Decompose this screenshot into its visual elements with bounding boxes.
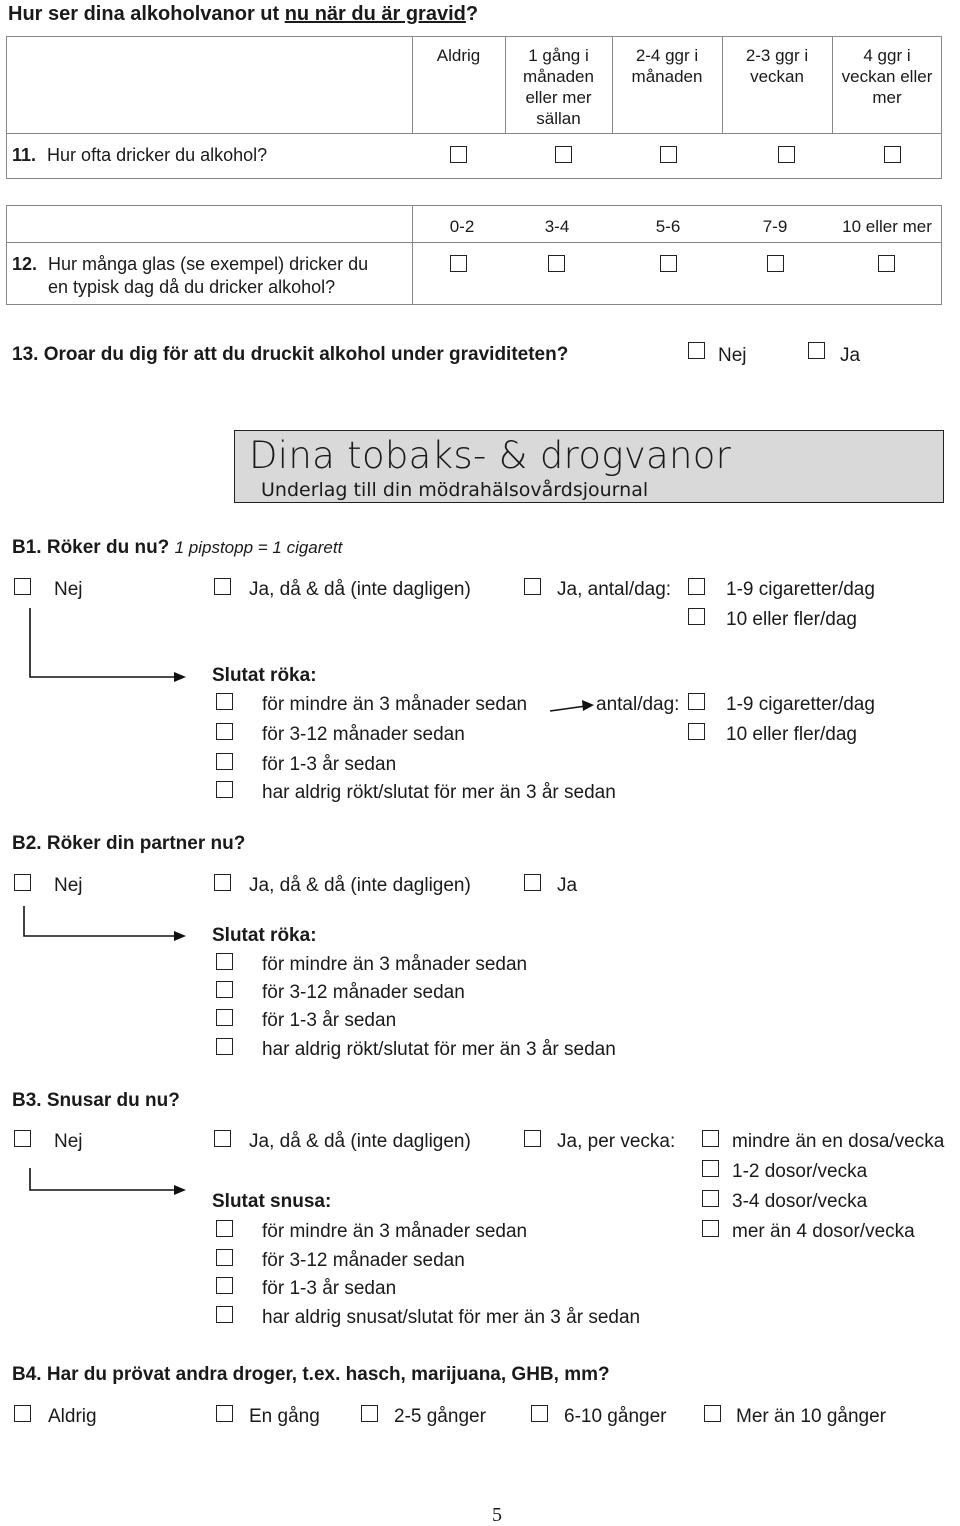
b2-label-quit-4: har aldrig rökt/slutat för mer än 3 år sedan — [262, 1039, 616, 1060]
b2-checkbox-quit-4[interactable] — [216, 1038, 233, 1055]
section-banner-subtitle: Underlag till din mödrahälsovårdsjournal — [261, 479, 649, 501]
q12-question-line1: Hur många glas (se exempel) dricker du — [48, 254, 369, 274]
b4-label-once: En gång — [249, 1406, 320, 1427]
b4-label-2-5: 2-5 gånger — [394, 1406, 486, 1427]
b2-label-quit-1: för mindre än 3 månader sedan — [262, 954, 528, 975]
q11-checkbox-2-3-per-week[interactable] — [778, 146, 795, 163]
b1-quit-title: Slutat röka: — [212, 665, 317, 686]
q12-col-header: 5-6 — [655, 217, 681, 236]
b3-label-quit-3: för 1-3 år sedan — [262, 1278, 397, 1299]
section-banner-title: Dina tobaks- & drogvanor — [249, 434, 732, 477]
b1-label-no: Nej — [54, 579, 83, 600]
q12-checkbox-5-6[interactable] — [660, 255, 677, 272]
b2-label-quit-3: för 1-3 år sedan — [262, 1010, 397, 1031]
b1-title: B1. Röker du nu? — [12, 537, 170, 558]
q12-question-line2: en typisk dag då du dricker alkohol? — [48, 277, 336, 297]
page-number: 5 — [492, 1504, 502, 1526]
b1-quit-arrow-line — [550, 706, 586, 711]
b1-label-1-9: 1-9 cigaretter/dag — [726, 579, 875, 600]
b2-quit-title: Slutat röka: — [212, 925, 317, 946]
b3-quit-title: Slutat snusa: — [212, 1191, 332, 1212]
b2-label-sometimes: Ja, då & då (inte dagligen) — [249, 875, 471, 896]
b2-checkbox-quit-3[interactable] — [216, 1009, 233, 1026]
b3-arrow-head — [174, 1185, 186, 1195]
b1-checkbox-quit-4[interactable] — [216, 781, 233, 798]
b3-checkbox-quit-2[interactable] — [216, 1249, 233, 1266]
b2-label-quit-2: för 3-12 månader sedan — [262, 982, 465, 1003]
q12-col-header: 0-2 — [449, 217, 475, 236]
b3-checkbox-week-3[interactable] — [702, 1190, 719, 1207]
b1-label-quit-3: för 1-3 år sedan — [262, 754, 397, 775]
b1-checkbox-quit-10-plus[interactable] — [688, 723, 705, 740]
b1-arrow-head — [174, 672, 186, 682]
q11-checkbox-aldrig[interactable] — [450, 146, 467, 163]
b1-checkbox-1-9[interactable] — [688, 578, 705, 595]
b3-checkbox-quit-3[interactable] — [216, 1277, 233, 1294]
b3-checkbox-quit-4[interactable] — [216, 1306, 233, 1323]
b2-label-yes: Ja — [557, 875, 578, 896]
b1-note: 1 pipstopp = 1 cigarett — [174, 538, 343, 557]
b1-checkbox-quit-1-9[interactable] — [688, 693, 705, 710]
b4-label-never: Aldrig — [48, 1406, 97, 1427]
q11-col-header: 2-4 ggr i månaden — [631, 46, 703, 86]
b1-quit-arrow-head — [582, 700, 594, 711]
b3-checkbox-sometimes[interactable] — [214, 1130, 231, 1147]
q13-question: 13. Oroar du dig för att du druckit alkohol under graviditeten? — [12, 344, 569, 365]
q13-checkbox-yes[interactable] — [808, 342, 825, 359]
q11-question — [12, 144, 267, 166]
q11-col-header: 4 ggr i veckan eller mer — [841, 46, 933, 107]
page-title-suffix: ? — [465, 3, 479, 25]
b1-checkbox-no[interactable] — [14, 578, 31, 595]
b3-checkbox-quit-1[interactable] — [216, 1220, 233, 1237]
b1-label-quit-4: har aldrig rökt/slutat för mer än 3 år sedan — [262, 782, 616, 803]
b3-label-week-2: 1-2 dosor/vecka — [732, 1161, 868, 1182]
q11-number: 11. — [12, 145, 37, 165]
b2-label-no: Nej — [54, 875, 83, 896]
b2-checkbox-sometimes[interactable] — [214, 874, 231, 891]
q13-label-no: Nej — [718, 345, 747, 366]
q11-col-header: 1 gång i månaden eller mer sällan — [523, 46, 594, 128]
b3-checkbox-week-1[interactable] — [702, 1130, 719, 1147]
b1-label-yes-count: Ja, antal/dag: — [557, 579, 672, 600]
b2-title: B2. Röker din partner nu? — [12, 833, 246, 854]
q12-checkbox-10-plus[interactable] — [878, 255, 895, 272]
b1-label-quit-2: för 3-12 månader sedan — [262, 724, 465, 745]
b3-label-quit-1: för mindre än 3 månader sedan — [262, 1221, 528, 1242]
b1-checkbox-10-plus[interactable] — [688, 608, 705, 625]
b1-label-sometimes: Ja, då & då (inte dagligen) — [249, 579, 471, 600]
q12-checkbox-3-4[interactable] — [548, 255, 565, 272]
b2-arrow-line — [24, 906, 178, 936]
page-title — [8, 3, 478, 25]
q12-question — [12, 253, 368, 275]
b3-label-week-1: mindre än en dosa/vecka — [732, 1131, 945, 1152]
b4-checkbox-6-10[interactable] — [531, 1405, 548, 1422]
b3-checkbox-week-2[interactable] — [702, 1160, 719, 1177]
b1-arrow-line — [30, 608, 178, 677]
b3-label-week-4: mer än 4 dosor/vecka — [732, 1221, 915, 1242]
section-banner — [234, 430, 944, 503]
q11-checkbox-2-4-per-month[interactable] — [660, 146, 677, 163]
b4-title: B4. Har du prövat andra droger, t.ex. hasch, marijuana, GHB, mm? — [12, 1364, 610, 1385]
q12-col-header: 7-9 — [762, 217, 788, 236]
q12-checkbox-7-9[interactable] — [767, 255, 784, 272]
b1-label-quit-1: för mindre än 3 månader sedan — [262, 694, 528, 715]
b3-title: B3. Snusar du nu? — [12, 1090, 180, 1111]
q12-number: 12. — [12, 254, 38, 274]
q12-checkbox-0-2[interactable] — [450, 255, 467, 272]
b1-checkbox-quit-2[interactable] — [216, 723, 233, 740]
q12-col-header: 10 eller mer — [842, 217, 932, 236]
q11-col-header: 2-3 ggr i veckan — [745, 46, 809, 86]
b4-checkbox-2-5[interactable] — [361, 1405, 378, 1422]
q11-col-header: Aldrig — [436, 46, 481, 65]
q12-divider — [6, 242, 942, 243]
b1-label-quit-10-plus: 10 eller fler/dag — [726, 724, 857, 745]
b1-checkbox-yes-count[interactable] — [524, 578, 541, 595]
page-title-underlined: nu när du är gravid — [284, 3, 466, 25]
b3-checkbox-no[interactable] — [14, 1130, 31, 1147]
b1-checkbox-quit-1[interactable] — [216, 693, 233, 710]
b1-label-quit-count: antal/dag: — [596, 694, 680, 715]
b1-checkbox-quit-3[interactable] — [216, 753, 233, 770]
b1-label-quit-1-9: 1-9 cigaretter/dag — [726, 694, 875, 715]
b3-label-week-3: 3-4 dosor/vecka — [732, 1191, 868, 1212]
b4-label-10-plus: Mer än 10 gånger — [736, 1406, 886, 1427]
b2-checkbox-quit-2[interactable] — [216, 981, 233, 998]
b3-checkbox-yes-week[interactable] — [524, 1130, 541, 1147]
b2-checkbox-no[interactable] — [14, 874, 31, 891]
b4-checkbox-10-plus[interactable] — [704, 1405, 721, 1422]
b3-label-quit-4: har aldrig snusat/slutat för mer än 3 år sedan — [262, 1307, 641, 1328]
b3-checkbox-week-4[interactable] — [702, 1220, 719, 1237]
b2-arrow-head — [174, 931, 186, 941]
b4-checkbox-once[interactable] — [216, 1405, 233, 1422]
b2-checkbox-quit-1[interactable] — [216, 953, 233, 970]
q12-col-sep — [412, 205, 413, 305]
q13-checkbox-no[interactable] — [688, 342, 705, 359]
b3-label-sometimes: Ja, då & då (inte dagligen) — [249, 1131, 471, 1152]
b4-checkbox-never[interactable] — [14, 1405, 31, 1422]
b2-checkbox-yes[interactable] — [524, 874, 541, 891]
q11-question-text: Hur ofta dricker du alkohol? — [47, 145, 268, 165]
b3-arrow-line — [30, 1168, 178, 1190]
b3-label-no: Nej — [54, 1131, 83, 1152]
b1-checkbox-sometimes[interactable] — [214, 578, 231, 595]
q11-divider — [6, 133, 942, 134]
page-title-prefix: Hur ser dina alkoholvanor ut — [8, 3, 285, 25]
q12-col-header: 3-4 — [544, 217, 570, 236]
q13-label-yes: Ja — [840, 345, 861, 366]
b1-question — [12, 537, 342, 559]
q11-checkbox-4-per-week[interactable] — [884, 146, 901, 163]
b3-label-yes-week: Ja, per vecka: — [557, 1131, 676, 1152]
b3-label-quit-2: för 3-12 månader sedan — [262, 1250, 465, 1271]
b1-label-10-plus: 10 eller fler/dag — [726, 609, 857, 630]
q11-checkbox-1-per-month[interactable] — [555, 146, 572, 163]
b4-label-6-10: 6-10 gånger — [564, 1406, 667, 1427]
